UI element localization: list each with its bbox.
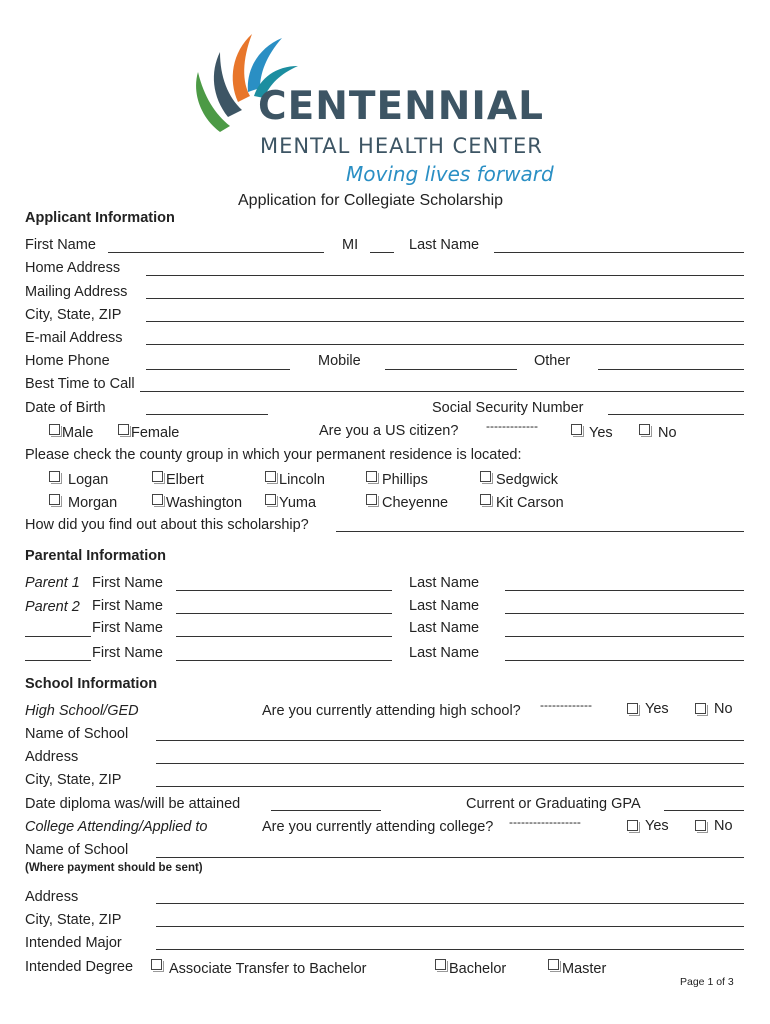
hs-question: Are you currently attending high school?: [262, 703, 521, 719]
section-heading-parental: Parental Information: [25, 548, 166, 564]
home-address-label: Home Address: [25, 260, 121, 276]
ssn-field[interactable]: [608, 414, 744, 415]
home-phone-label: Home Phone: [25, 353, 110, 369]
county-morgan-label: Morgan: [68, 495, 118, 511]
male-checkbox[interactable]: [49, 424, 60, 435]
parent2-last-name-label: Last Name: [409, 598, 480, 614]
college-no-checkbox[interactable]: [695, 820, 706, 831]
parent1-last-name-label: Last Name: [409, 575, 480, 591]
parent2-first-name-field[interactable]: [176, 613, 392, 614]
other-phone-field[interactable]: [598, 369, 744, 370]
page-number: Page 1 of 3: [680, 976, 734, 988]
county-logan-label: Logan: [68, 472, 109, 488]
college-dashes: ------------------: [509, 815, 581, 829]
parent3-first-name-label: First Name: [92, 620, 163, 636]
mailing-address-field[interactable]: [146, 298, 744, 299]
parent3-last-name-label: Last Name: [409, 620, 480, 636]
best-time-label: Best Time to Call: [25, 376, 135, 392]
intended-degree-label: Intended Degree: [25, 959, 134, 975]
citizen-no-label: No: [658, 425, 677, 441]
parent3-last-name-field[interactable]: [505, 636, 744, 637]
parent4-relation-field[interactable]: [25, 660, 91, 661]
hs-name-field[interactable]: [156, 740, 744, 741]
first-name-label: First Name: [25, 237, 96, 253]
degree-master-checkbox[interactable]: [548, 959, 559, 970]
last-name-label: Last Name: [409, 237, 480, 253]
county-phillips-checkbox[interactable]: [366, 471, 377, 482]
last-name-field[interactable]: [494, 252, 744, 253]
other-label: Other: [534, 353, 571, 369]
college-city-state-zip-field[interactable]: [156, 926, 744, 927]
logo-name: CENTENNIAL: [258, 84, 544, 129]
payment-note: (Where payment should be sent): [25, 862, 203, 874]
college-no-label: No: [714, 818, 733, 834]
logo-tagline: Moving lives forward: [346, 162, 554, 186]
logo-subtitle: MENTAL HEALTH CENTER: [260, 134, 543, 158]
county-morgan-checkbox[interactable]: [49, 494, 60, 505]
college-question: Are you currently attending college?: [262, 819, 494, 835]
college-name-field[interactable]: [156, 857, 744, 858]
hs-address-label: Address: [25, 749, 79, 765]
dob-label: Date of Birth: [25, 400, 106, 416]
hs-city-state-zip-field[interactable]: [156, 786, 744, 787]
county-elbert-checkbox[interactable]: [152, 471, 163, 482]
best-time-field[interactable]: [140, 391, 744, 392]
college-name-label: Name of School: [25, 842, 129, 858]
hs-ged-label: High School/GED: [25, 703, 139, 719]
mailing-address-label: Mailing Address: [25, 284, 128, 300]
parent3-relation-field[interactable]: [25, 636, 91, 637]
county-phillips-label: Phillips: [382, 472, 428, 488]
citizen-yes-label: Yes: [589, 425, 613, 441]
hs-yes-label: Yes: [645, 701, 669, 717]
college-city-state-zip-label: City, State, ZIP: [25, 912, 122, 928]
form-title: Application for Collegiate Scholarship: [238, 192, 504, 209]
citizen-question: Are you a US citizen?: [319, 423, 459, 439]
parent2-first-name-label: First Name: [92, 598, 163, 614]
diploma-label: Date diploma was/will be attained: [25, 796, 241, 812]
county-kit-carson-checkbox[interactable]: [480, 494, 491, 505]
county-sedgwick-checkbox[interactable]: [480, 471, 491, 482]
degree-master-label: Master: [562, 961, 607, 977]
citizen-yes-checkbox[interactable]: [571, 424, 582, 435]
find-question: How did you find out about this scholarship?: [25, 517, 309, 533]
degree-associate-label: Associate Transfer to Bachelor: [169, 961, 367, 977]
county-cheyenne-label: Cheyenne: [382, 495, 449, 511]
parent4-last-name-field[interactable]: [505, 660, 744, 661]
hs-yes-checkbox[interactable]: [627, 703, 638, 714]
county-elbert-label: Elbert: [166, 472, 204, 488]
citizen-no-checkbox[interactable]: [639, 424, 650, 435]
county-lincoln-checkbox[interactable]: [265, 471, 276, 482]
mi-field[interactable]: [370, 252, 394, 253]
hs-city-state-zip-label: City, State, ZIP: [25, 772, 122, 788]
mi-label: MI: [342, 237, 359, 253]
county-cheyenne-checkbox[interactable]: [366, 494, 377, 505]
hs-no-label: No: [714, 701, 733, 717]
parent2-last-name-field[interactable]: [505, 613, 744, 614]
hs-name-label: Name of School: [25, 726, 129, 742]
hs-no-checkbox[interactable]: [695, 703, 706, 714]
parent4-last-name-label: Last Name: [409, 645, 480, 661]
mobile-field[interactable]: [385, 369, 517, 370]
college-address-label: Address: [25, 889, 79, 905]
college-address-field[interactable]: [156, 903, 744, 904]
parent3-first-name-field[interactable]: [176, 636, 392, 637]
parent1-first-name-label: First Name: [92, 575, 163, 591]
county-washington-checkbox[interactable]: [152, 494, 163, 505]
parent1-label: Parent 1: [25, 575, 80, 591]
gpa-field[interactable]: [664, 810, 744, 811]
parent2-label: Parent 2: [25, 599, 80, 615]
parent4-first-name-field[interactable]: [176, 660, 392, 661]
male-label: Male: [62, 425, 94, 441]
city-state-zip-field[interactable]: [146, 321, 744, 322]
parent1-first-name-field[interactable]: [176, 590, 392, 591]
mobile-label: Mobile: [318, 353, 361, 369]
female-checkbox[interactable]: [118, 424, 129, 435]
intended-major-label: Intended Major: [25, 935, 122, 951]
county-yuma-label: Yuma: [279, 495, 317, 511]
hs-address-field[interactable]: [156, 763, 744, 764]
gpa-label: Current or Graduating GPA: [466, 796, 641, 812]
degree-bachelor-checkbox[interactable]: [435, 959, 446, 970]
county-yuma-checkbox[interactable]: [265, 494, 276, 505]
parent4-first-name-label: First Name: [92, 645, 163, 661]
email-field[interactable]: [146, 344, 744, 345]
county-kit-carson-label: Kit Carson: [496, 495, 564, 511]
intended-major-field[interactable]: [156, 949, 744, 950]
county-lincoln-label: Lincoln: [279, 472, 325, 488]
female-label: Female: [131, 425, 180, 441]
city-state-zip-label: City, State, ZIP: [25, 307, 122, 323]
county-sedgwick-label: Sedgwick: [496, 472, 559, 488]
section-heading-school: School Information: [25, 676, 158, 692]
college-label: College Attending/Applied to: [25, 819, 208, 835]
citizen-dashes: -------------: [486, 419, 538, 433]
county-logan-checkbox[interactable]: [49, 471, 60, 482]
college-yes-label: Yes: [645, 818, 669, 834]
first-name-field[interactable]: [108, 252, 324, 253]
county-question: Please check the county group in which your permanent residence is located:: [25, 447, 522, 463]
diploma-field[interactable]: [271, 810, 381, 811]
ssn-label: Social Security Number: [432, 400, 584, 416]
email-label: E-mail Address: [25, 330, 123, 346]
section-heading-applicant: Applicant Information: [25, 210, 175, 226]
county-washington-label: Washington: [166, 495, 243, 511]
dob-field[interactable]: [146, 414, 268, 415]
find-answer-field[interactable]: [336, 531, 744, 532]
degree-bachelor-label: Bachelor: [449, 961, 507, 977]
home-address-field[interactable]: [146, 275, 744, 276]
hs-dashes: -------------: [540, 698, 592, 712]
college-yes-checkbox[interactable]: [627, 820, 638, 831]
home-phone-field[interactable]: [146, 369, 290, 370]
degree-associate-checkbox[interactable]: [151, 959, 162, 970]
parent1-last-name-field[interactable]: [505, 590, 744, 591]
